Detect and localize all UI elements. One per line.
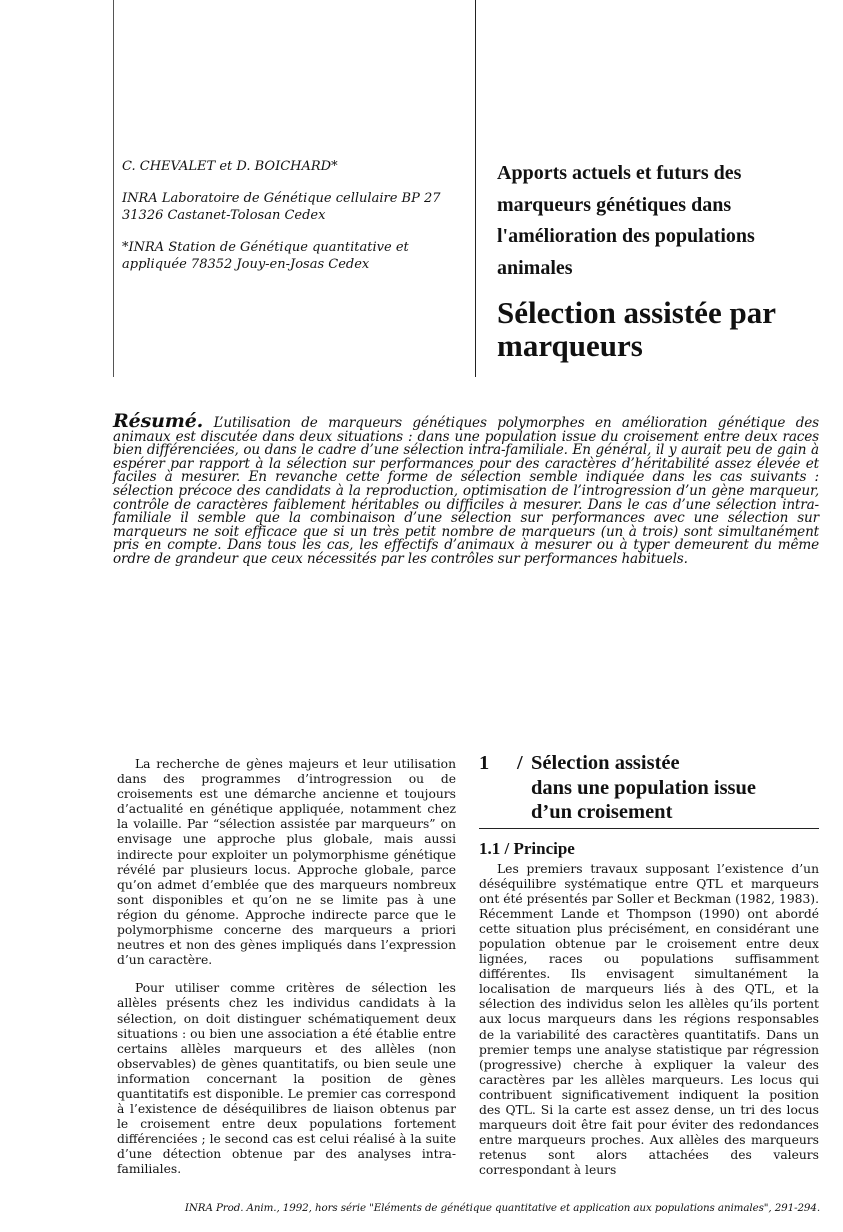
series-title: Apports actuels et futurs des marqueurs génétiques dans l'amélioration des populations animales [497, 162, 755, 279]
right-column [479, 751, 819, 1178]
footer-citation: INRA Prod. Anim., 1992, hors série "Eléments de génétique quantitative et application aux populations animales", 291-294. [184, 1202, 820, 1214]
section-title [531, 751, 756, 825]
left-column-rule [113, 0, 114, 377]
section-number: 1 [479, 752, 490, 774]
affiliation-2: *INRA Station de Génétique quantitative et appliquée 78352 Jouy-en-Josas Cedex [122, 240, 409, 272]
abstract-text: L’utilisation de marqueurs génétiques polymorphes en amélioration génétique des animaux est discutée dans deux situations : dans une population issue du croisement entre deux races bien différenciées, ou dans le cadre d’une sélection intra-familiale. En général, il y aurait peu de gain à espérer par rapport à la sélection sur performances pour des caractères d’héritabilité assez élevée et faciles à mesurer. En revanche cette forme de sélection semble indiquée dans les cas suivants : sélection précoce des candidats à la reproduction, optimisation de l’introgression d’un gène marqueur, contrôle de caractères faiblement héritables ou difficiles à mesurer. Dans le cas d’une sélection intra-familiale il semble que la combinaison d’une sélection sur performances avec une sélection sur marqueurs ne soit efficace que si un très petit nombre de marqueurs (un à trois) sont simultanément pris en compte. Dans tous les cas, les effectifs d’animaux à mesurer ou à typer demeurent du même ordre de grandeur que ceux nécessités par les contrôles sur performances habituels. [113, 415, 819, 567]
section-title-line: Sélection assistée [531, 752, 680, 774]
abstract [113, 410, 819, 567]
paragraph: Pour utiliser comme critères de sélection les allèles présents chez les individus candidats à la sélection, on doit distinguer schématiquement deux situations : ou bien une association a été établie entre certains allèles marqueurs et des allèles (non observables) de gènes quantitatifs, ou bien seule une information concernant la position de gènes quantitatifs est disponible. Le premier cas correspond à l’existence de déséquilibres de liaison obtenus par le croisement entre deux populations fortement différenciées ; le second cas est celui réalisé à la suite d’une détection obtenue par des analyses intra-familiales. [117, 981, 456, 1177]
section-title-line: dans une population issue [531, 776, 757, 799]
section-heading [479, 751, 819, 825]
section-rule [479, 828, 819, 829]
main-title: Sélection assistée par marqueurs [497, 295, 776, 363]
section-title-line: d’un croisement [531, 801, 673, 823]
subsection-heading: 1.1 / Principe [479, 838, 575, 858]
section-separator: / [517, 752, 523, 774]
authors: C. CHEVALET et D. BOICHARD* [122, 159, 338, 174]
affiliation-1: INRA Laboratoire de Génétique cellulaire BP 27 31326 Castanet-Tolosan Cedex [122, 191, 441, 223]
title-block [497, 158, 817, 362]
abstract-label: Résumé. [113, 410, 204, 432]
paragraph: La recherche de gènes majeurs et leur utilisation dans des programmes d’introgression ou de croisements est une démarche ancienne et toujours d’actualité en génétique appliquée, notamment chez la volaille. Par “sélection assistée par marqueurs” on envisage une approche plus globale, mais aussi indirecte pour exploiter un polymorphisme génétique révélé par plusieurs locus. Approche globale, parce qu’on admet d’emblée que des marqueurs nombreux sont disponibles et qu’on ne se limite pas à une région du génome. Approche indirecte parce que le polymorphisme concerne des marqueurs a priori neutres et non des gènes impliqués dans l’expression d’un caractère. [117, 757, 456, 968]
paragraph: Les premiers travaux supposant l’existence d’un déséquilibre systématique entre QTL et marqueurs ont été présentés par Soller et Beckman (1982, 1983). Récemment Lande et Thompson (1990) ont abordé cette situation plus précisément, en considérant une population obtenue par le croisement entre deux lignées, races ou populations suffisamment différentes. Ils envisagent simultanément la localisation de marqueurs liés à des QTL, et la sélection des individus selon les allèles qu’ils portent aux locus marqueurs dans les régions responsables de la variabilité des caractères quantitatifs. Dans un premier temps une analyse statistique par régression (progressive) cherche à expliquer la valeur des caractères par les allèles marqueurs. Les locus qui contribuent significativement indiquent la position des QTL. Si la carte est assez dense, un tri des locus marqueurs doit être fait pour éviter des redondances entre marqueurs proches. Aux allèles des marqueurs retenus sont alors attachées des valeurs correspondant à leurs [479, 861, 819, 1178]
right-column-rule [475, 0, 476, 377]
author-block [122, 158, 467, 288]
left-column [117, 757, 456, 1178]
